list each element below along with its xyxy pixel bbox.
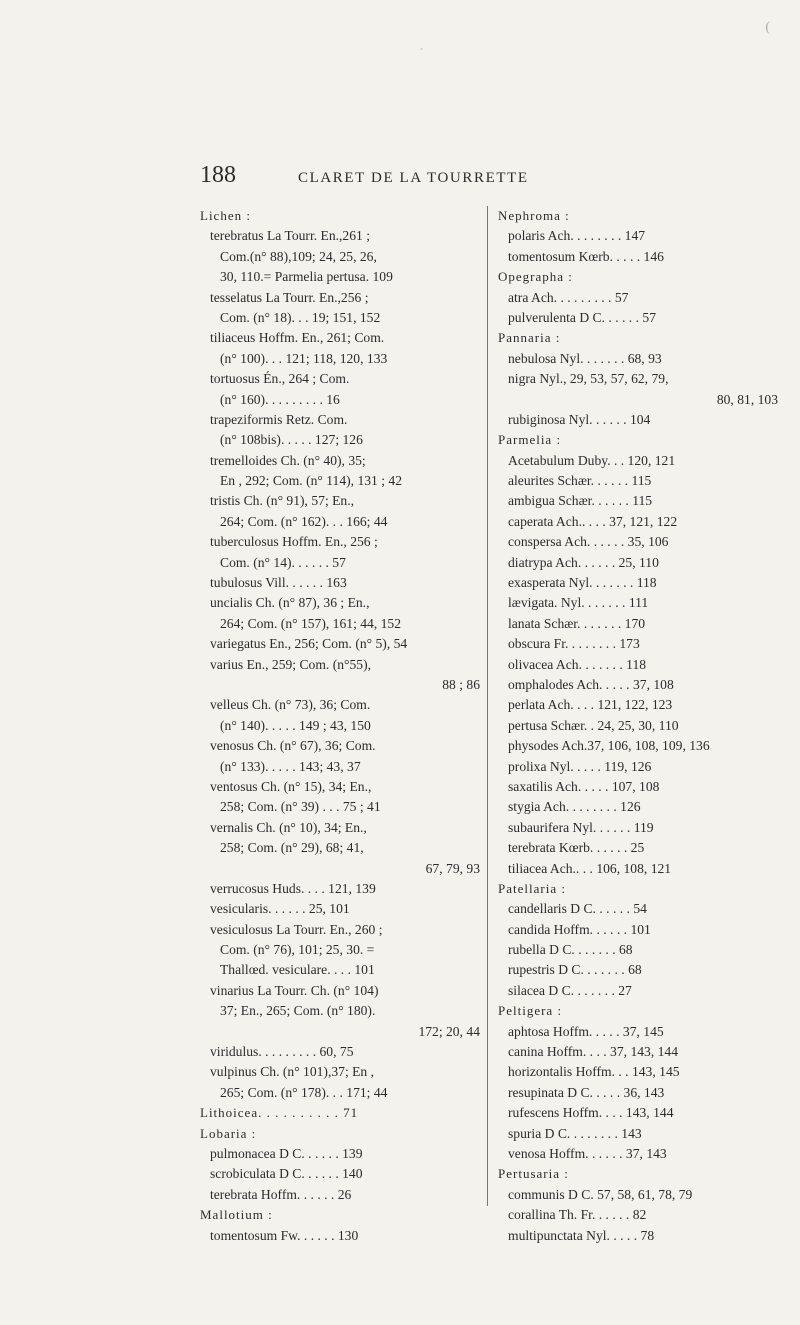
index-entry: 88 ; 86 — [442, 676, 480, 692]
index-entry: omphalodes Ach. . . . . 37, 108 — [508, 676, 674, 692]
index-entry: resupinata D C. . . . . 36, 143 — [508, 1084, 665, 1100]
index-entry: Com. (n° 14). . . . . . 57 — [220, 554, 346, 570]
index-entry: terebratus La Tourr. En.,261 ; — [210, 228, 370, 244]
index-entry: lævigata. Nyl. . . . . . . 111 — [508, 595, 649, 611]
index-entry: tiliaceus Hoffm. En., 261; Com. — [210, 330, 385, 346]
index-entry: Com. (n° 76), 101; 25, 30. = — [220, 942, 375, 958]
index-entry: tiliacea Ach.. . . 106, 108, 121 — [508, 860, 672, 876]
index-entry: aphtosa Hoffm. . . . . 37, 145 — [508, 1023, 664, 1039]
index-entry: 30, 110.= Parmelia pertusa. 109 — [220, 269, 393, 285]
right-column — [498, 206, 778, 1246]
index-entry: 264; Com. (n° 162). . . 166; 44 — [220, 513, 388, 529]
index-entry: communis D C. 57, 58, 61, 78, 79 — [508, 1186, 693, 1202]
index-entry: 258; Com. (n° 39) . . . 75 ; 41 — [220, 799, 381, 815]
index-entry: rufescens Hoffm. . . . 143, 144 — [508, 1105, 674, 1121]
genus-heading: Nephroma : — [498, 208, 570, 223]
index-entry: saxatilis Ach. . . . . 107, 108 — [508, 778, 660, 794]
genus-heading: Lichen : — [200, 208, 251, 223]
index-entry: Com. (n° 18). . . 19; 151, 152 — [220, 309, 381, 325]
index-entry: vinarius La Tourr. Ch. (n° 104) — [210, 982, 379, 998]
margin-mark: ( — [765, 20, 770, 35]
index-entry: rupestris D C. . . . . . . 68 — [508, 962, 642, 978]
index-entry: varius En., 259; Com. (n°55), — [210, 656, 371, 672]
genus-heading: Peltigera : — [498, 1003, 563, 1019]
genus-heading: Pannaria : — [498, 330, 561, 346]
index-entry: viridulus. . . . . . . . . 60, 75 — [210, 1044, 354, 1060]
index-entry: 264; Com. (n° 157), 161; 44, 152 — [220, 615, 402, 631]
index-entry: nebulosa Nyl. . . . . . . 68, 93 — [508, 350, 662, 366]
index-entry: tuberculosus Hoffm. En., 256 ; — [210, 534, 378, 550]
genus-heading: Parmelia : — [498, 432, 562, 448]
index-entry: subaurifera Nyl. . . . . . 119 — [508, 819, 654, 835]
left-column — [200, 206, 480, 1246]
index-entry: tristis Ch. (n° 91), 57; En., — [210, 493, 355, 509]
index-entry: vesicularis. . . . . . 25, 101 — [210, 901, 350, 917]
index-entry: rubiginosa Nyl. . . . . . 104 — [508, 411, 651, 427]
index-entry: obscura Fr. . . . . . . . 173 — [508, 636, 640, 652]
index-entry: corallina Th. Fr. . . . . . 82 — [508, 1207, 647, 1223]
index-entry: canina Hoffm. . . . 37, 143, 144 — [508, 1044, 679, 1060]
index-entry: exasperata Nyl. . . . . . . 118 — [508, 575, 657, 591]
index-entry: velleus Ch. (n° 73), 36; Com. — [210, 697, 371, 713]
genus-heading: Lobaria : — [200, 1125, 257, 1141]
genus-heading: Opegrapha : — [498, 269, 573, 285]
index-entry: En , 292; Com. (n° 114), 131 ; 42 — [220, 473, 403, 489]
index-entry: rubella D C. . . . . . . 68 — [508, 942, 633, 958]
index-entry: prolixa Nyl. . . . . 119, 126 — [508, 758, 652, 774]
genus-heading: Pertusaria : — [498, 1166, 569, 1182]
index-entry: (n° 108bis). . . . . 127; 126 — [220, 432, 363, 448]
index-entry: lanata Schær. . . . . . . 170 — [508, 615, 646, 631]
index-entry: variegatus En., 256; Com. (n° 5), 54 — [210, 636, 408, 652]
index-entry: ventosus Ch. (n° 15), 34; En., — [210, 778, 372, 794]
genus-heading: Patellaria : — [498, 880, 566, 896]
index-entry: venosus Ch. (n° 67), 36; Com. — [210, 738, 376, 754]
index-entry: silacea D C. . . . . . . 27 — [508, 982, 632, 998]
page-header — [200, 162, 770, 189]
index-entry: tomentosum Fw. . . . . . 130 — [210, 1227, 359, 1243]
index-entry: tesselatus La Tourr. En.,256 ; — [210, 289, 369, 305]
index-entry: trapeziformis Retz. Com. — [210, 411, 348, 427]
index-entry: venosa Hoffm. . . . . . 37, 143 — [508, 1145, 667, 1161]
index-entry: perlata Ach. . . . 121, 122, 123 — [508, 697, 673, 713]
page-speck: • — [420, 45, 423, 54]
index-entry: pulmonacea D C. . . . . . 139 — [210, 1145, 363, 1161]
index-entry: 67, 79, 93 — [425, 860, 480, 876]
index-entry: vernalis Ch. (n° 10), 34; En., — [210, 819, 367, 835]
index-entry: olivacea Ach. . . . . . . 118 — [508, 656, 647, 672]
index-entry: nigra Nyl., 29, 53, 57, 62, 79, — [508, 371, 669, 387]
index-entry: (n° 100). . . 121; 118, 120, 133 — [220, 350, 388, 366]
index-entry: verrucosus Huds. . . . 121, 139 — [210, 880, 376, 896]
index-entry: candida Hoffm. . . . . . 101 — [508, 921, 651, 937]
genus-heading: Mallotium : — [200, 1207, 273, 1223]
index-entry: tubulosus Vill. . . . . . 163 — [210, 575, 347, 591]
index-entry: multipunctata Nyl. . . . . 78 — [508, 1227, 655, 1243]
index-entry: 37; En., 265; Com. (n° 180). — [220, 1003, 376, 1019]
index-entry: diatrypa Ach. . . . . . 25, 110 — [508, 554, 659, 570]
index-entry: terebrata Hoffm. . . . . . 26 — [210, 1186, 352, 1202]
column-divider — [487, 206, 488, 1206]
index-entry: ambigua Schær. . . . . . 115 — [508, 493, 653, 509]
index-entry: 265; Com. (n° 178). . . 171; 44 — [220, 1084, 388, 1100]
index-entry: vesiculosus La Tourr. En., 260 ; — [210, 921, 383, 937]
index-entry: (n° 133). . . . . 143; 43, 37 — [220, 758, 361, 774]
index-entry: pertusa Schær. . 24, 25, 30, 110 — [508, 717, 679, 733]
index-entry: candellaris D C. . . . . . 54 — [508, 901, 647, 917]
index-entry: horizontalis Hoffm. . . 143, 145 — [508, 1064, 680, 1080]
index-entry: aleurites Schær. . . . . . 115 — [508, 473, 652, 489]
index-entry: Thallœd. vesiculare. . . . 101 — [220, 962, 375, 978]
index-entry: tomentosum Kœrb. . . . . 146 — [508, 248, 664, 264]
index-entry: atra Ach. . . . . . . . . 57 — [508, 289, 629, 305]
index-entry: terebrata Kœrb. . . . . . 25 — [508, 840, 645, 856]
genus-heading: Lithoicea. . . . . . . . . . 71 — [200, 1105, 359, 1121]
index-entry: caperata Ach.. . . . 37, 121, 122 — [508, 513, 678, 529]
index-entry: tremelloides Ch. (n° 40), 35; — [210, 452, 366, 468]
index-entry: vulpinus Ch. (n° 101),37; En , — [210, 1064, 375, 1080]
index-entry: physodes Ach.37, 106, 108, 109, 136 — [508, 738, 710, 754]
index-entry: tortuosus Én., 264 ; Com. — [210, 371, 350, 387]
index-entry: (n° 140). . . . . 149 ; 43, 150 — [220, 717, 371, 733]
index-entry: 172; 20, 44 — [418, 1023, 480, 1039]
index-entry: scrobiculata D C. . . . . . 140 — [210, 1166, 363, 1182]
index-entry: 258; Com. (n° 29), 68; 41, — [220, 840, 364, 856]
running-title: CLARET DE LA TOURRETTE — [298, 170, 529, 186]
index-entry: (n° 160). . . . . . . . . 16 — [220, 391, 340, 407]
index-entry: spuria D C. . . . . . . . 143 — [508, 1125, 642, 1141]
index-entry: conspersa Ach. . . . . . 35, 106 — [508, 534, 669, 550]
index-entry: pulverulenta D C. . . . . . 57 — [508, 309, 656, 325]
index-entry: Acetabulum Duby. . . 120, 121 — [508, 452, 676, 468]
index-entry: polaris Ach. . . . . . . . 147 — [508, 228, 646, 244]
page-number: 188 — [200, 162, 236, 188]
index-entry: stygia Ach. . . . . . . . 126 — [508, 799, 641, 815]
index-entry: 80, 81, 103 — [716, 391, 778, 407]
index-entry: Com.(n° 88),109; 24, 25, 26, — [220, 248, 377, 264]
index-entry: uncialis Ch. (n° 87), 36 ; En., — [210, 595, 370, 611]
